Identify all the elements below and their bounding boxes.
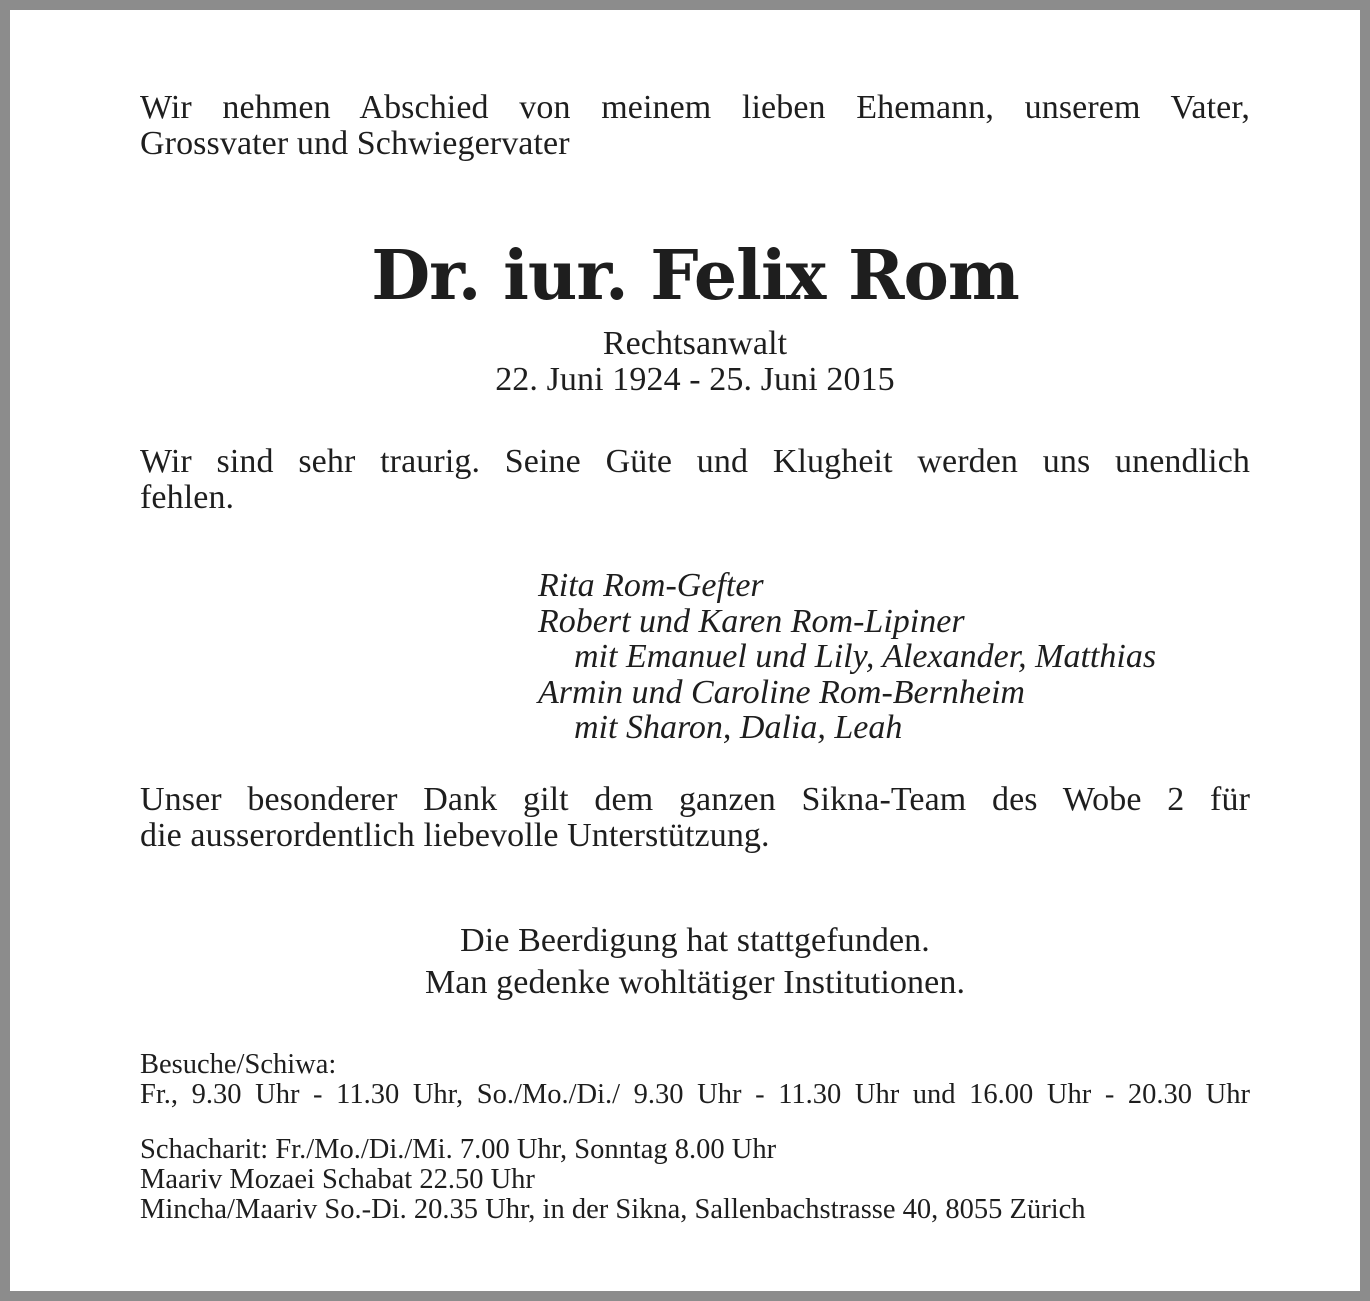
funeral-paragraph	[140, 920, 1250, 1004]
services-line-1: Schacharit: Fr./Mo./Di./Mi. 7.00 Uhr, Sonntag 8.00 Uhr	[140, 1134, 777, 1165]
visits-times: Fr., 9.30 Uhr - 11.30 Uhr, So./Mo./Di./ 9.30 Uhr - 11.30 Uhr und 16.00 Uhr - 20.30 Uhr	[140, 1079, 1250, 1110]
family-member: Rita Rom-Gefter	[538, 567, 764, 604]
services-line-3: Mincha/Maariv So.-Di. 20.35 Uhr, in der Sikna, Sallenbachstrasse 40, 8055 Zürich	[140, 1194, 1086, 1225]
deceased-profession: Rechtsanwalt	[602, 325, 788, 362]
thanks-line-1: Unser besonderer Dank gilt dem ganzen Sikna-Team des Wobe 2 für	[140, 781, 1250, 818]
services-line-2: Maariv Mozaei Schabat 22.50 Uhr	[140, 1164, 535, 1195]
family-member-children: mit Emanuel und Lily, Alexander, Matthias	[574, 638, 1157, 675]
funeral-line-1: Die Beerdigung hat stattgefunden.	[460, 922, 930, 959]
funeral-line-2: Man gedenke wohltätiger Institutionen.	[424, 964, 966, 1001]
message-line-2: fehlen.	[140, 479, 235, 516]
message-paragraph	[140, 444, 1250, 516]
intro-line-1: Wir nehmen Abschied von meinem lieben Ehemann, unserem Vater,	[140, 89, 1250, 126]
family-member: Armin und Caroline Rom-Bernheim	[538, 673, 1025, 711]
intro-line-2: Grossvater und Schwiegervater	[140, 125, 570, 162]
intro-paragraph	[140, 90, 1250, 162]
services-section	[140, 1135, 1250, 1225]
deceased-details	[140, 326, 1250, 398]
visits-label: Besuche/Schiwa:	[140, 1049, 337, 1080]
family-member-children: mit Sharon, Dalia, Leah	[574, 709, 903, 746]
family-member: Robert und Karen Rom-Lipiner	[538, 602, 965, 640]
thanks-line-2: die ausserordentlich liebevolle Unterstützung.	[140, 817, 770, 854]
thanks-paragraph	[140, 782, 1250, 854]
family-signatures	[538, 568, 1156, 746]
deceased-name: Dr. iur. Felix Rom	[371, 236, 1019, 316]
deceased-dates: 22. Juni 1924 - 25. Juni 2015	[495, 361, 895, 398]
message-line-1: Wir sind sehr traurig. Seine Güte und Klugheit werden uns unendlich	[140, 443, 1250, 480]
visits-section	[140, 1050, 1250, 1110]
